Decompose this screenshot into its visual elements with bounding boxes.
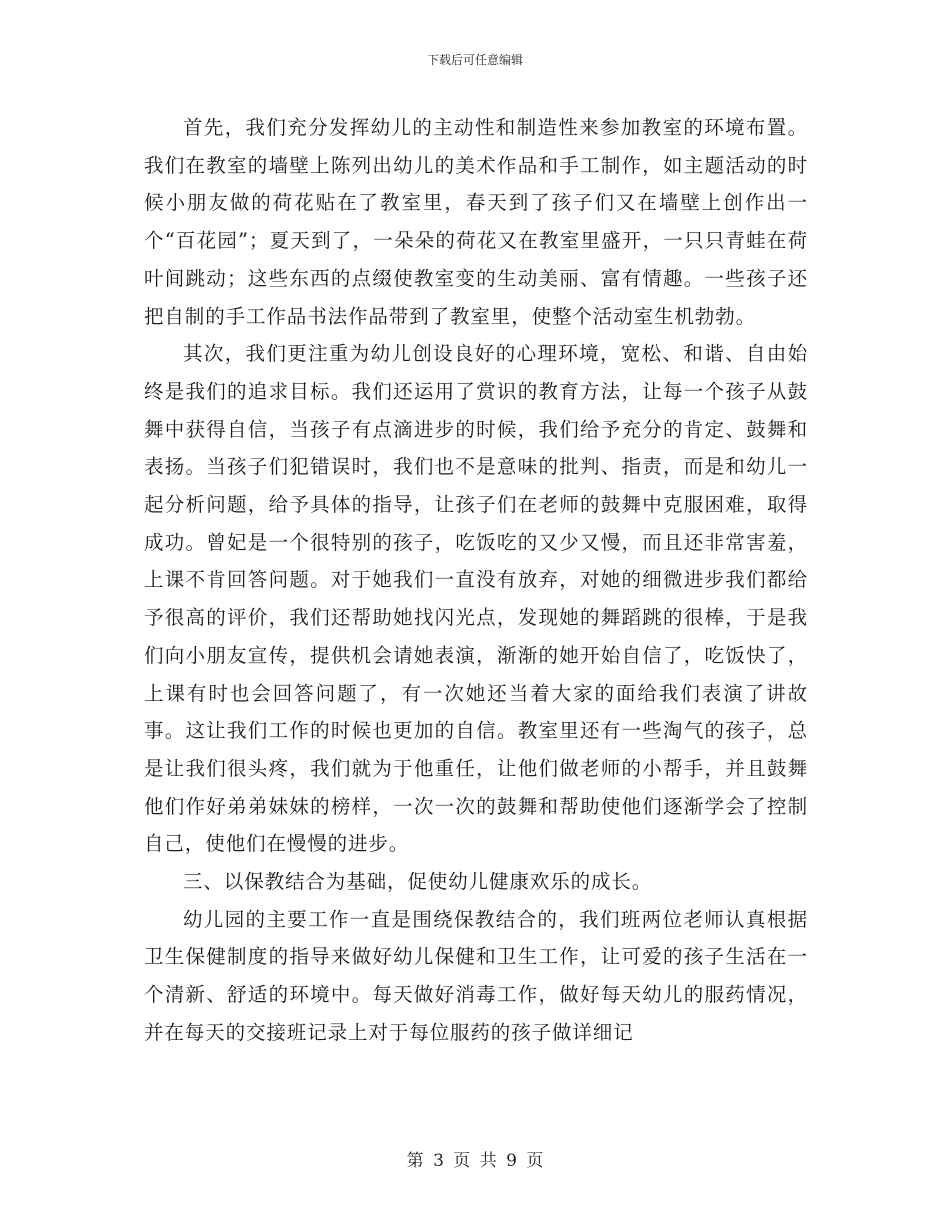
- paragraph-psychological-environment: 其次，我们更注重为幼儿创设良好的心理环境，宽松、和谐、自由始终是我们的追求目标。我们还运用了赏识的教育方法，让每一个孩子从鼓舞中获得自信，当孩子有点滴进步的时候，我们给予充分的肯定、鼓舞和表扬。当孩子们犯错误时，我们也不是意味的批判、指责，而是和幼儿一起分析问题，给予具体的指导，让孩子们在老师的鼓舞中克服困难，取得成功。曾妃是一个很特别的孩子，吃饭吃的又少又慢，而且还非常害羞，上课不肯回答问题。对于她我们一直没有放弃，对她的细微进步我们都给予很高的评价，我们还帮助她找闪光点，发现她的舞蹈跳的很棒，于是我们向小朋友宣传，提供机会请她表演，渐渐的她开始自信了，吃饭快了，上课有时也会回答问题了，有一次她还当着大家的面给我们表演了讲故事。这让我们工作的时候也更加的自信。教室里还有一些淘气的孩子，总是让我们很头疼，我们就为于他重任，让他们做老师的小帮手，并且鼓舞他们作好弟弟妹妹的榜样，一次一次的鼓舞和帮助使他们逐渐学会了控制自己，使他们在慢慢的进步。: [144, 342, 808, 856]
- paragraph-environment-layout: 首先，我们充分发挥幼儿的主动性和制造性来参加教室的环境布置。我们在教室的墙壁上陈列出幼儿的美术作品和手工制作，如主题活动的时候小朋友做的荷花贴在了教室里，春天到了孩子们又在墙壁上创作出一个“百花园”；夏天到了，一朵朵的荷花又在教室里盛开，一只只青蛙在荷叶间跳动；这些东西的点缀使教室变的生动美丽、富有情趣。一些孩子还把自制的手工作品书法作品带到了教室里，使整个活动室生机勃勃。: [144, 116, 808, 328]
- page-number-footer: 第 3 页 共 9 页: [406, 1151, 544, 1171]
- paragraph-health-care-work: 幼儿园的主要工作一直是围绕保教结合的，我们班两位老师认真根据卫生保健制度的指导来做好幼儿保健和卫生工作，让可爱的孩子生活在一个清新、舒适的环境中。每天做好消毒工作，做好每天幼儿的服药情况，并在每天的交接班记录上对于每位服药的孩子做详细记: [144, 907, 808, 1044]
- section-heading-care-education: 三、以保教结合为基础，促使幼儿健康欢乐的成长。: [183, 870, 653, 894]
- page-header-note: 下载后可任意编辑: [426, 53, 523, 67]
- document-body: [144, 109, 808, 1052]
